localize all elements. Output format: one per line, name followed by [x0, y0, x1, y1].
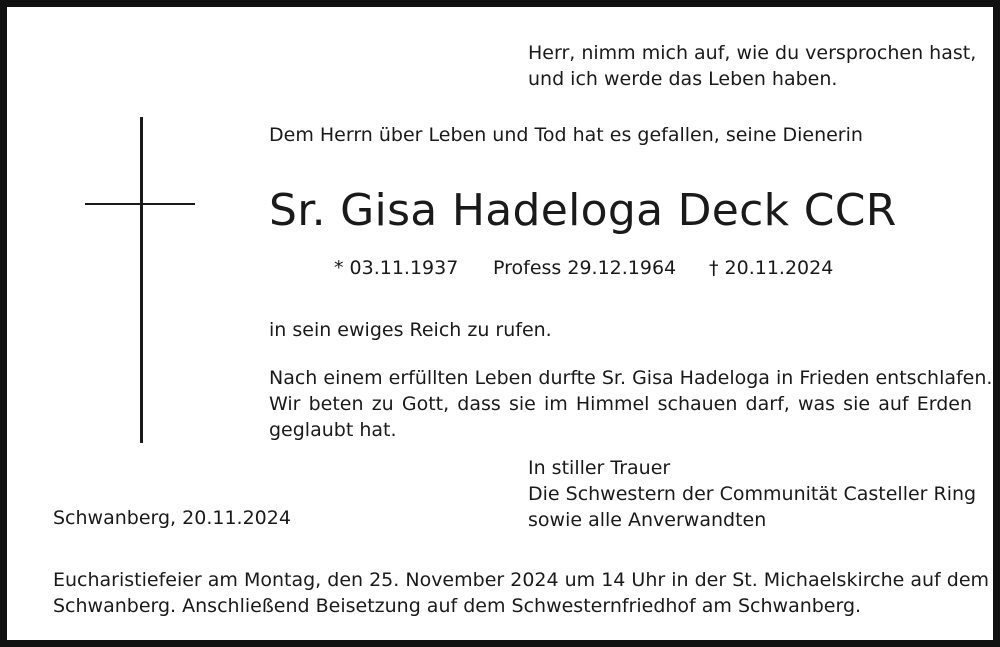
- paragraph-line: Wir beten zu Gott, dass sie im Himmel schauen darf, was sie auf Erden: [269, 393, 972, 415]
- paragraph-line: geglaubt hat.: [269, 419, 397, 441]
- paragraph-line: Nach einem erfüllten Leben durfte Sr. Gisa Hadeloga in Frieden entschlafen.: [269, 367, 993, 389]
- profess-date: Profess 29.12.1964: [493, 257, 677, 279]
- bible-verse: [528, 40, 976, 92]
- death-date: † 20.11.2024: [709, 257, 834, 279]
- mourners-line: sowie alle Anverwandten: [528, 509, 767, 531]
- service-announcement: [53, 567, 990, 619]
- footer-line: Schwanberg. Anschließend Beisetzung auf dem Schwesternfriedhof am Schwanberg.: [53, 595, 862, 617]
- birth-date: * 03.11.1937: [334, 257, 459, 279]
- place-and-date: Schwanberg, 20.11.2024: [53, 507, 291, 529]
- deceased-name: Sr. Gisa Hadeloga Deck CCR: [269, 185, 897, 236]
- verse-line: und ich werde das Leben haben.: [528, 68, 838, 90]
- mourners-signature: [528, 455, 976, 533]
- cross-icon-bar: [85, 203, 195, 205]
- footer-line: Eucharistiefeier am Montag, den 25. November 2024 um 14 Uhr in der St. Michaelskirche auf dem: [53, 569, 990, 591]
- memorial-paragraph: [269, 365, 993, 443]
- mourners-line: Die Schwestern der Communität Casteller Ring: [528, 483, 977, 505]
- calling-text: in sein ewiges Reich zu rufen.: [269, 319, 552, 341]
- verse-line: Herr, nimm mich auf, wie du versprochen hast,: [528, 42, 977, 64]
- cross-icon: [140, 117, 143, 443]
- mourners-line: In stiller Trauer: [528, 457, 671, 479]
- intro-text: Dem Herrn über Leben und Tod hat es gefallen, seine Dienerin: [269, 124, 863, 146]
